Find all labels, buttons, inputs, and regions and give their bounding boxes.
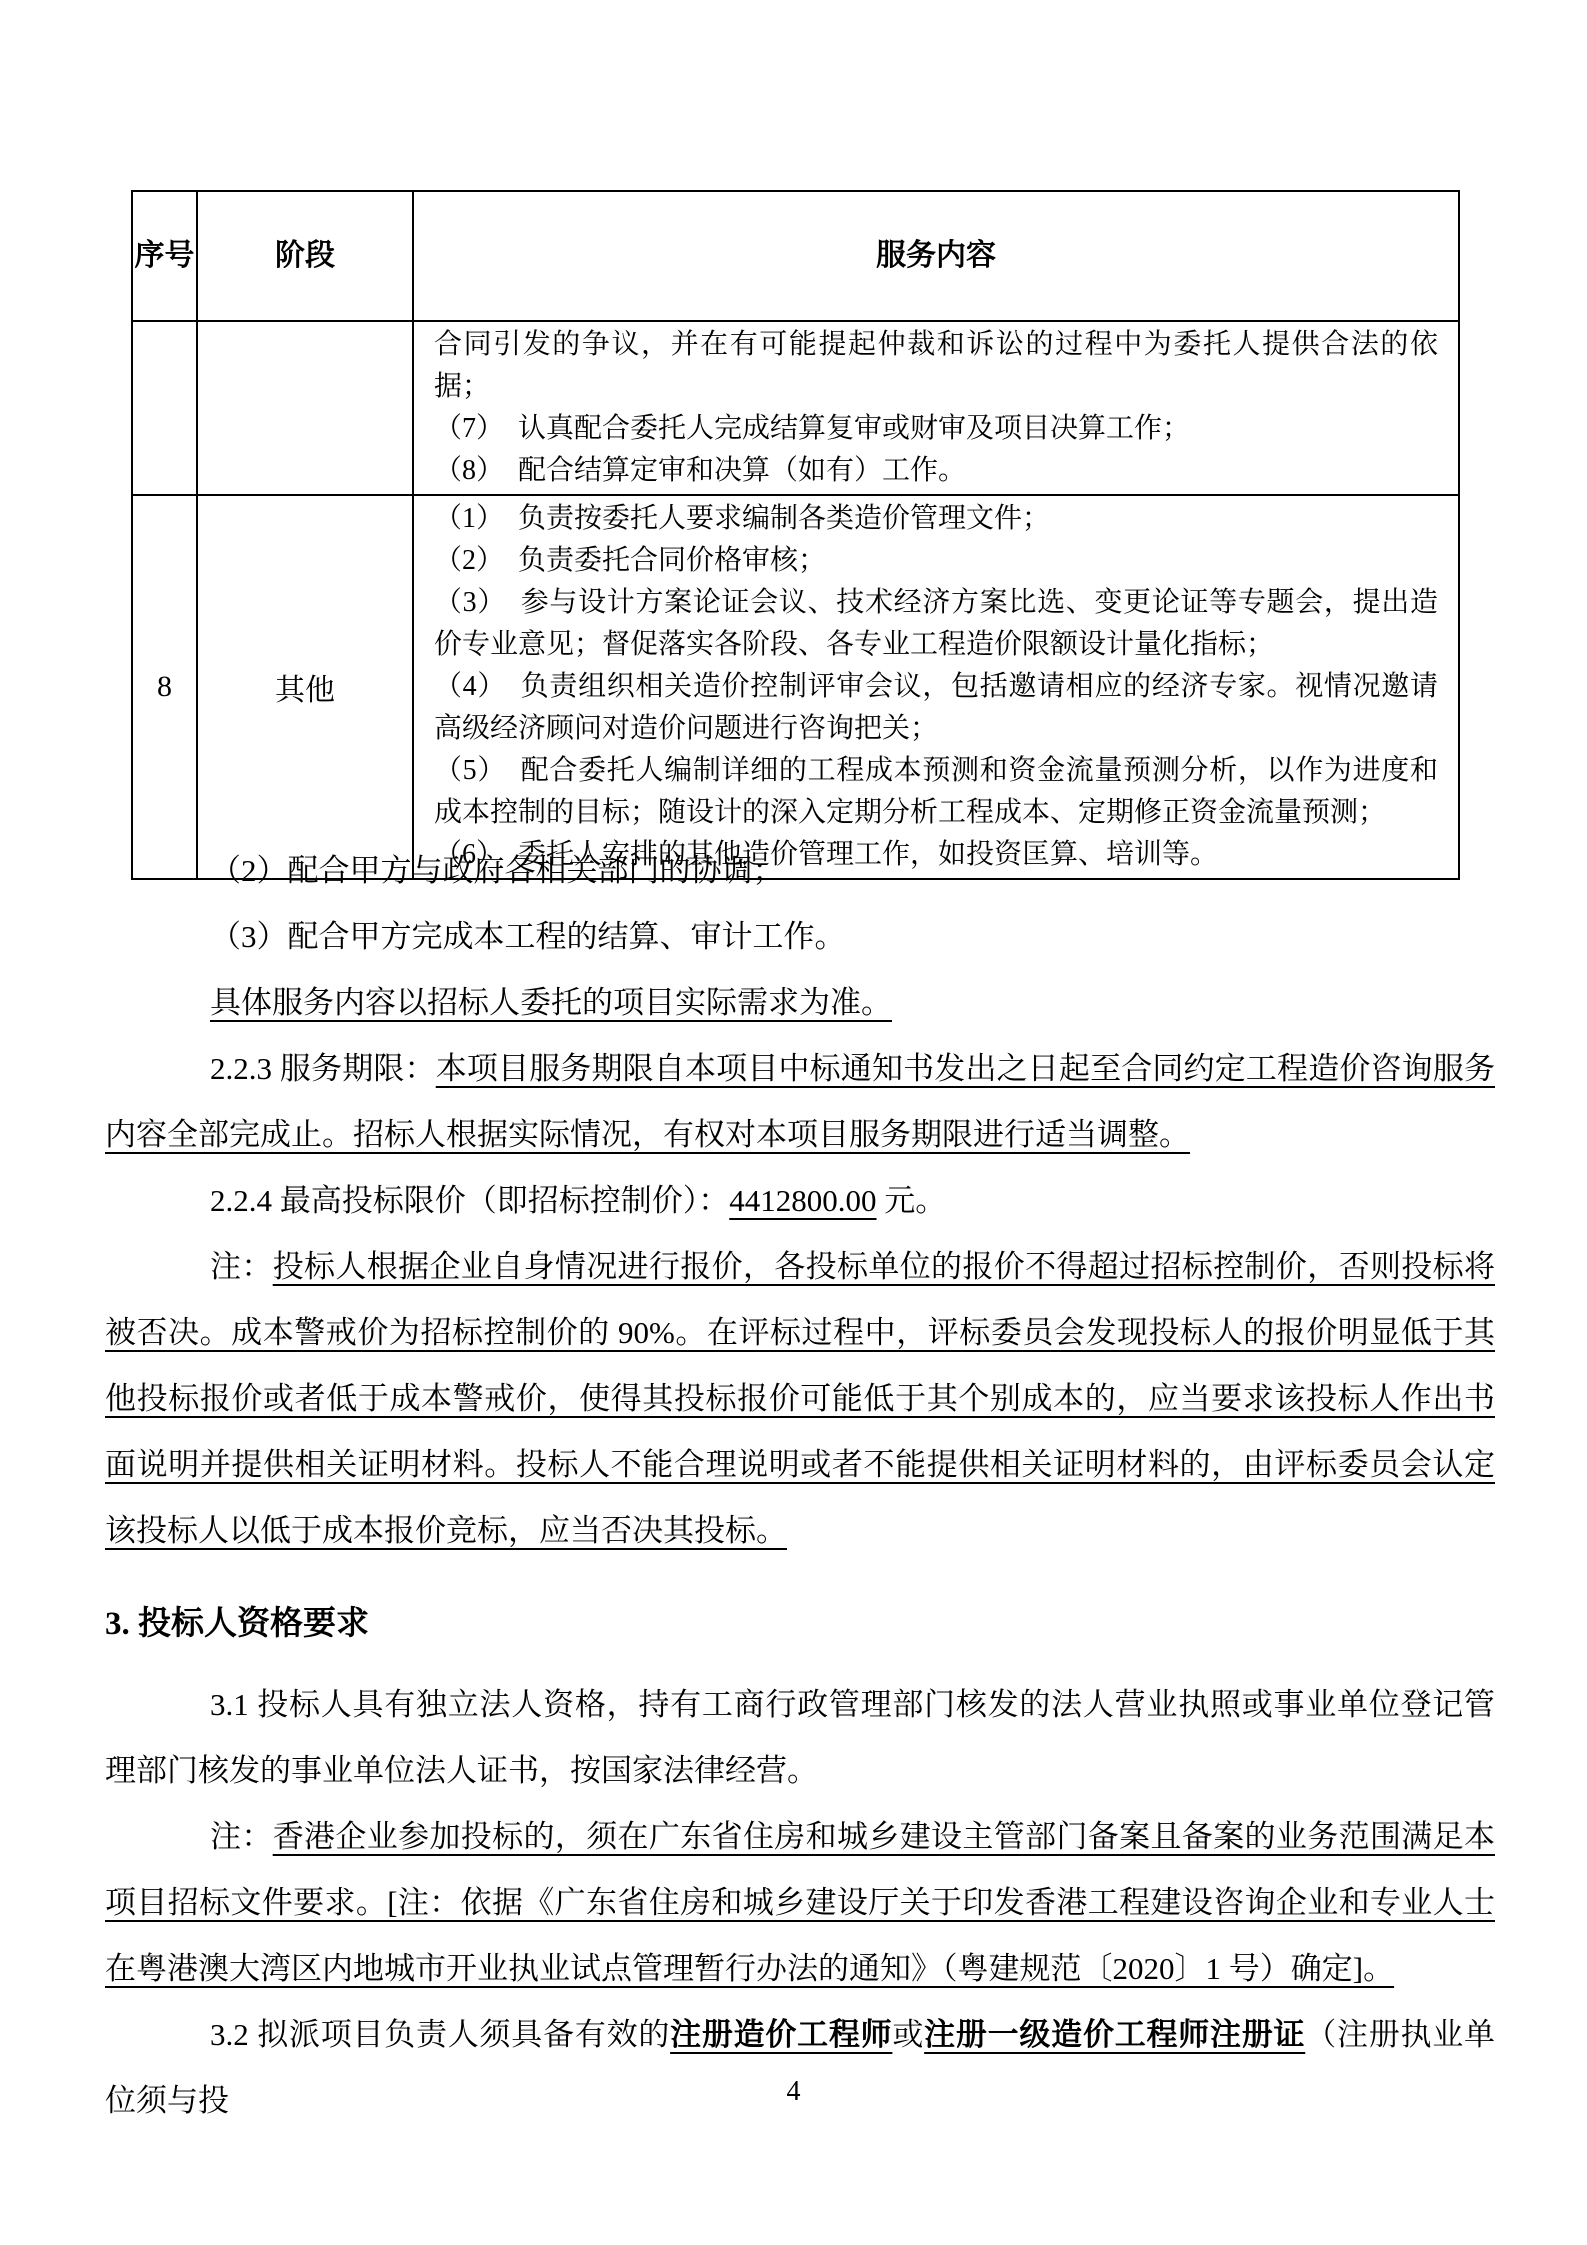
row-number-cell bbox=[132, 321, 197, 495]
text-segment: 注册造价工程师 bbox=[670, 2017, 893, 2052]
stage-cell bbox=[197, 321, 413, 495]
service-item: （3） 参与设计方案论证会议、技术经济方案比选、变更论证等专题会，提出造价专业意见；督促落实各阶段、各专业工程造价限额设计量化指标； bbox=[434, 587, 1438, 660]
text-segment: （3）配合甲方完成本工程的结算、审计工作。 bbox=[210, 919, 846, 954]
table-header bbox=[132, 191, 1459, 321]
text-segment: 注册一级造价工程师注册证 bbox=[924, 2017, 1306, 2052]
service-item: （1） 负责按委托人要求编制各类造价管理文件； bbox=[434, 503, 1051, 534]
service-item: （2） 负责委托合同价格审核； bbox=[434, 545, 827, 576]
paragraph bbox=[105, 904, 1495, 970]
service-item: （8） 配合结算定审和决算（如有）工作。 bbox=[434, 455, 967, 486]
text-segment: 3.1 投标人具有独立法人资格，持有工商行政管理部门核发的法人营业执照或事业单位登记管理部门核发的事业单位法人证书，按国家法律经营。 bbox=[105, 1687, 1495, 1788]
text-segment: 2.2.3 服务期限： bbox=[210, 1051, 436, 1086]
service-content-table bbox=[131, 190, 1460, 880]
row-number-cell: 8 bbox=[132, 495, 197, 879]
table-row bbox=[132, 321, 1459, 495]
text-segment: 元。 bbox=[876, 1183, 947, 1218]
text-segment: （2）配合甲方与政府各相关部门的协调； bbox=[210, 853, 784, 888]
paragraph bbox=[105, 1234, 1495, 1564]
text-segment: 2.2.4 最高投标限价（即招标控制价）： bbox=[210, 1183, 730, 1218]
table-header-row bbox=[132, 191, 1459, 321]
paragraph bbox=[105, 838, 1495, 904]
header-seq-no: 序号 bbox=[132, 191, 197, 321]
paragraph bbox=[105, 970, 1495, 1036]
service-item: （5） 配合委托人编制详细的工程成本预测和资金流量预测分析，以作为进度和成本控制的目标；随设计的深入定期分析工程成本、定期修正资金流量预测； bbox=[434, 755, 1438, 828]
table-body bbox=[132, 321, 1459, 879]
text-segment: 注： bbox=[210, 1819, 273, 1854]
service-content-cell bbox=[413, 321, 1459, 495]
paragraph bbox=[105, 1804, 1495, 2002]
service-content-cell bbox=[413, 495, 1459, 879]
header-stage: 阶段 bbox=[197, 191, 413, 321]
text-segment: 本项目服务期限自本项目中标通知书发出之日起至合同约定工程造价咨询服务内容全部完成止。招标人根据实际情况，有权对本项目服务期限进行适当调整。 bbox=[105, 1051, 1496, 1152]
paragraph bbox=[105, 2002, 1495, 2134]
text-segment: 香港企业参加投标的，须在广东省住房和城乡建设主管部门备案且备案的业务范围满足本项目招标文件要求。[注：依据《广东省住房和城乡建设厅关于印发香港工程建设咨询企业和专业人士在粤港澳大湾区内地城市开业执业试点管理暂行办法的通知》（粤建规范〔2020〕1 号）确定]。 bbox=[105, 1819, 1495, 1986]
text-segment: 3. 投标人资格要求 bbox=[105, 1606, 369, 1642]
text-segment: 注： bbox=[210, 1249, 273, 1284]
text-segment: 3.2 拟派项目负责人须具备有效的 bbox=[210, 2017, 671, 2052]
text-segment: 投标人根据企业自身情况进行报价，各投标单位的报价不得超过招标控制价，否则投标将被否决。成本警戒价为招标控制价的 90%。在评标过程中，评标委员会发现投标人的报价明显低于其他投标报价或者低于成本警戒价，使得其投标报价可能低于其个别成本的，应当要求该投标人作出书面说明并提供相关证明材料。投标人不能合理说明或者不能提供相关证明材料的，由评标委员会认定该投标人以低于成本报价竞标，应当否决其投标。 bbox=[105, 1249, 1495, 1548]
paragraphs bbox=[105, 838, 1495, 2134]
service-item: （6） 委托人安排的其他造价管理工作，如投资匡算、培训等。 bbox=[434, 839, 1219, 870]
paragraph bbox=[105, 1168, 1495, 1234]
section-heading bbox=[105, 1594, 1495, 1654]
text-segment: 4412800.00 bbox=[729, 1183, 877, 1218]
paragraph bbox=[105, 1036, 1495, 1168]
text-segment: 或 bbox=[892, 2017, 925, 2052]
service-item: 合同引发的争议，并在有可能提起仲裁和诉讼的过程中为委托人提供合法的依据； bbox=[434, 329, 1438, 402]
table-row bbox=[132, 495, 1459, 879]
text-segment: 具体服务内容以招标人委托的项目实际需求为准。 bbox=[210, 985, 892, 1020]
page-number: 4 bbox=[786, 2076, 801, 2107]
service-item: （7） 认真配合委托人完成结算复审或财审及项目决算工作； bbox=[434, 413, 1191, 444]
stage-cell: 其他 bbox=[197, 495, 413, 879]
text-segment: （注册执业单位须与投 bbox=[105, 2017, 1496, 2118]
service-item: （4） 负责组织相关造价控制评审会议，包括邀请相应的经济专家。视情况邀请高级经济顾问对造价问题进行咨询把关； bbox=[434, 671, 1438, 744]
header-service-content: 服务内容 bbox=[413, 191, 1459, 321]
paragraph bbox=[105, 1672, 1495, 1804]
